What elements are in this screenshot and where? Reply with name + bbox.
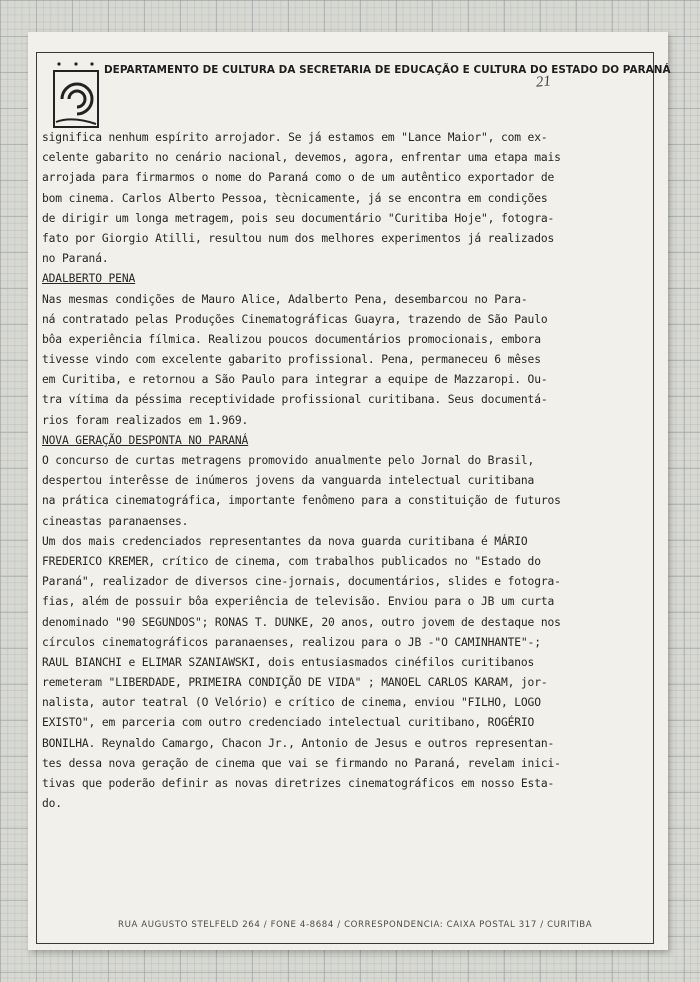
text-line: fias, além de possuir bôa experiência de televisão. Enviou para o JB um curta: [42, 595, 555, 609]
text-line: na prática cinematográfica, importante fenômeno para a constituição de futuros: [42, 494, 561, 508]
department-logo-icon: [52, 60, 100, 132]
section-heading-nova-geracao: NOVA GERAÇÃO DESPONTA NO PARANÁ: [42, 433, 249, 447]
text-line: tivas que poderão definir as novas diretrizes cinematográficos em nosso Esta-: [42, 777, 555, 790]
text-line: fato por Giorgio Atilli, resultou num dos melhores experimentos já realizados: [42, 231, 555, 245]
text-line: BONILHA. Reynaldo Camargo, Chacon Jr., Antonio de Jesus e outros representan-: [42, 736, 555, 750]
text-line: bôa experiência fílmica. Realizou poucos documentários promocionais, embora: [42, 332, 541, 346]
text-line: FREDERICO KREMER, crítico de cinema, com trabalhos publicados no "Estado do: [42, 554, 541, 568]
text-line: Um dos mais credenciados representantes da nova guarda curitibana é MÁRIO: [42, 534, 528, 548]
text-line: ná contratado pelas Produções Cinematográficas Guayra, trazendo de São Paulo: [42, 312, 548, 326]
text-line: círculos cinematográficos paranaenses, realizou para o JB -"O CAMINHANTE"-;: [42, 635, 541, 649]
text-line: tra vítima da péssima receptividade profissional curitibana. Seus documentá-: [42, 393, 548, 407]
text-line: nalista, autor teatral (O Velório) e crítico de cinema, enviou "FILHO, LOGO: [42, 696, 541, 710]
page-number: 21: [535, 73, 552, 91]
text-line: no Paraná.: [42, 252, 109, 266]
text-line: do.: [42, 797, 62, 811]
text-line: remeteram "LIBERDADE, PRIMEIRA CONDIÇÃO DE VIDA" ; MANOEL CARLOS KARAM, jor-: [42, 676, 548, 690]
text-line: Paraná", realizador de diversos cine-jornais, documentários, slides e fotogra-: [42, 575, 561, 589]
text-line: significa nenhum espírito arrojador. Se já estamos em "Lance Maior", com ex-: [42, 131, 548, 144]
typed-text-body: [42, 128, 656, 814]
text-line: O concurso de curtas metragens promovido anualmente pelo Jornal do Brasil,: [42, 454, 535, 467]
text-line: celente gabarito no cenário nacional, devemos, agora, enfrentar uma etapa mais: [42, 151, 561, 165]
text-line: tivesse vindo com excelente gabarito profissional. Pena, permaneceu 6 mêses: [42, 353, 541, 367]
text-line: rios foram realizados em 1.969.: [42, 413, 249, 427]
text-line: bom cinema. Carlos Alberto Pessoa, tècnicamente, já se encontra em condições: [42, 191, 548, 205]
text-line: Nas mesmas condições de Mauro Alice, Adalberto Pena, desembarcou no Para-: [42, 292, 528, 306]
text-line: arrojada para firmarmos o nome do Paraná como o de um autêntico exportador de: [42, 171, 555, 185]
address-footer: RUA AUGUSTO STELFELD 264 / FONE 4-8684 / CORRESPONDENCIA: CAIXA POSTAL 317 / CURITIBA: [118, 920, 593, 930]
text-line: de dirigir um longa metragem, pois seu documentário "Curitiba Hoje", fotogra-: [42, 211, 555, 225]
text-line: tes dessa nova geração de cinema que vai se firmando no Paraná, revelam inici-: [42, 756, 561, 770]
text-line: EXISTO", em parceria com outro credenciado intelectual curitibano, ROGÉRIO: [42, 716, 535, 730]
document-page: [28, 32, 671, 950]
text-line: RAUL BIANCHI e ELIMAR SZANIAWSKI, dois entusiasmados cinéfilos curitibanos: [42, 655, 535, 669]
section-heading-adalberto-pena: ADALBERTO PENA: [42, 272, 136, 286]
text-line: denominado "90 SEGUNDOS"; RONAS T. DUNKE, 20 anos, outro jovem de destaque nos: [42, 615, 561, 629]
department-header: DEPARTAMENTO DE CULTURA DA SECRETARIA DE EDUCAÇÃO E CULTURA DO ESTADO DO PARANÁ: [104, 64, 671, 76]
text-line: em Curitiba, e retornou a São Paulo para integrar a equipe de Mazzaropi. Ou-: [42, 373, 548, 387]
text-line: despertou interêsse de inúmeros jovens da vanguarda intelectual curitibana: [42, 474, 535, 488]
text-line: cineastas paranaenses.: [42, 514, 189, 528]
